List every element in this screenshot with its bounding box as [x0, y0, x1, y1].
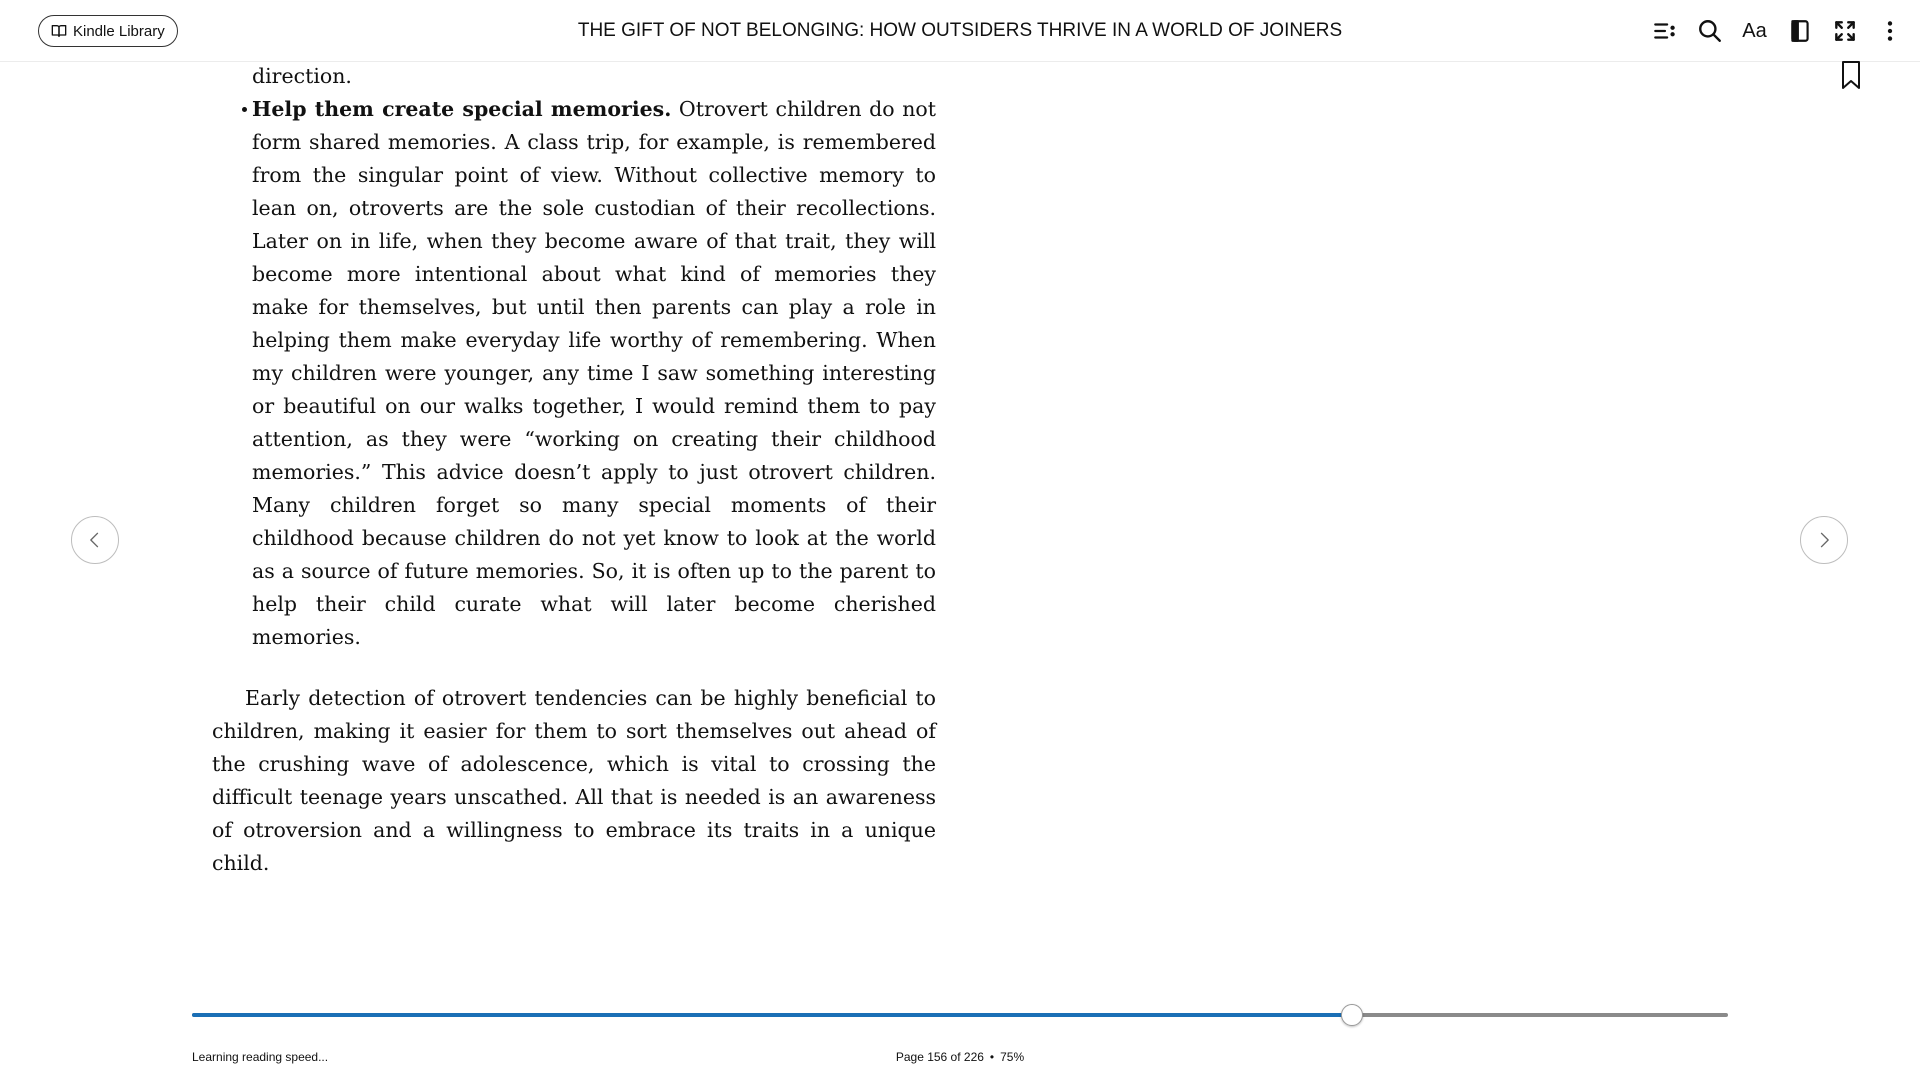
fullscreen-icon: [1832, 18, 1858, 44]
fullscreen-button[interactable]: [1822, 9, 1867, 54]
bullet-dot: [242, 107, 247, 112]
more-options-button[interactable]: [1867, 9, 1912, 54]
page-number: Page 156 of 226: [895, 1050, 984, 1064]
reading-page: [212, 60, 936, 880]
progress-fill: [192, 1013, 1352, 1017]
book-title: THE GIFT OF NOT BELONGING: HOW OUTSIDERS THRIVE IN A WORLD OF JOINERS: [577, 20, 1343, 41]
kindle-library-button[interactable]: [38, 15, 178, 47]
previous-page-button[interactable]: [71, 516, 119, 564]
bullet-body: Otrovert children do not form shared memories. A class trip, for example, is remembered from the singular point of view. Without collective memory to lean on, otroverts are the sole custodian of their recollections. Later on in life, when they become aware of that trait, they will become more intentional about what kind of memories they make for themselves, but until then parents can play a role in helping them make everyday life worthy of remembering. When my children were younger, any time I saw something interesting or beautiful on our walks together, I would remind them to pay attention, as they were “working on creating their childhood memories.” This advice doesn’t apply to just otrovert children. Many children forget so many special moments of their childhood because children do not yet know to look at the world as a source of future memories. So, it is often up to the parent to help their child curate what will later become cherished memories.: [252, 97, 936, 649]
notebook-icon: [1787, 18, 1813, 44]
search-icon: [1697, 18, 1723, 44]
bullet-item: [252, 93, 936, 654]
book-open-icon: [51, 23, 67, 39]
font-settings-label: Aa: [1742, 19, 1767, 42]
body-paragraph: Early detection of otrovert tendencies can be highly beneficial to children, making it easier for them to sort themselves out ahead of the crushing wave of adolescence, which is vital to crossing the difficult teenage years unscathed. All that is needed is an awareness of otroversion and a willingness to embrace its traits in a unique child.: [212, 686, 936, 875]
notebook-button[interactable]: [1777, 9, 1822, 54]
next-page-button[interactable]: [1800, 516, 1848, 564]
bookmark-icon: [1838, 60, 1864, 90]
kindle-library-label: Kindle Library: [73, 22, 165, 40]
bullet-heading: Help them create special memories.: [252, 97, 672, 121]
page-location: [0, 1050, 1920, 1064]
percent-read: 75%: [1000, 1050, 1025, 1064]
reading-speed-status: Learning reading speed...: [192, 1050, 329, 1064]
search-button[interactable]: [1687, 9, 1732, 54]
bookmark-button[interactable]: [1838, 60, 1864, 90]
chevron-right-icon: [1814, 530, 1834, 550]
table-of-contents-button[interactable]: [1642, 9, 1687, 54]
progress-handle[interactable]: [1341, 1004, 1363, 1026]
continuation-text: direction.: [252, 64, 352, 88]
table-of-contents-icon: [1652, 18, 1678, 44]
font-settings-button[interactable]: [1732, 9, 1777, 54]
chevron-left-icon: [85, 530, 105, 550]
more-vertical-icon: [1877, 18, 1903, 44]
reader-toolbar: [1642, 0, 1920, 62]
reading-progress-slider[interactable]: [192, 1013, 1728, 1017]
top-bar: [0, 0, 1920, 62]
separator-dot: •: [989, 1050, 995, 1064]
